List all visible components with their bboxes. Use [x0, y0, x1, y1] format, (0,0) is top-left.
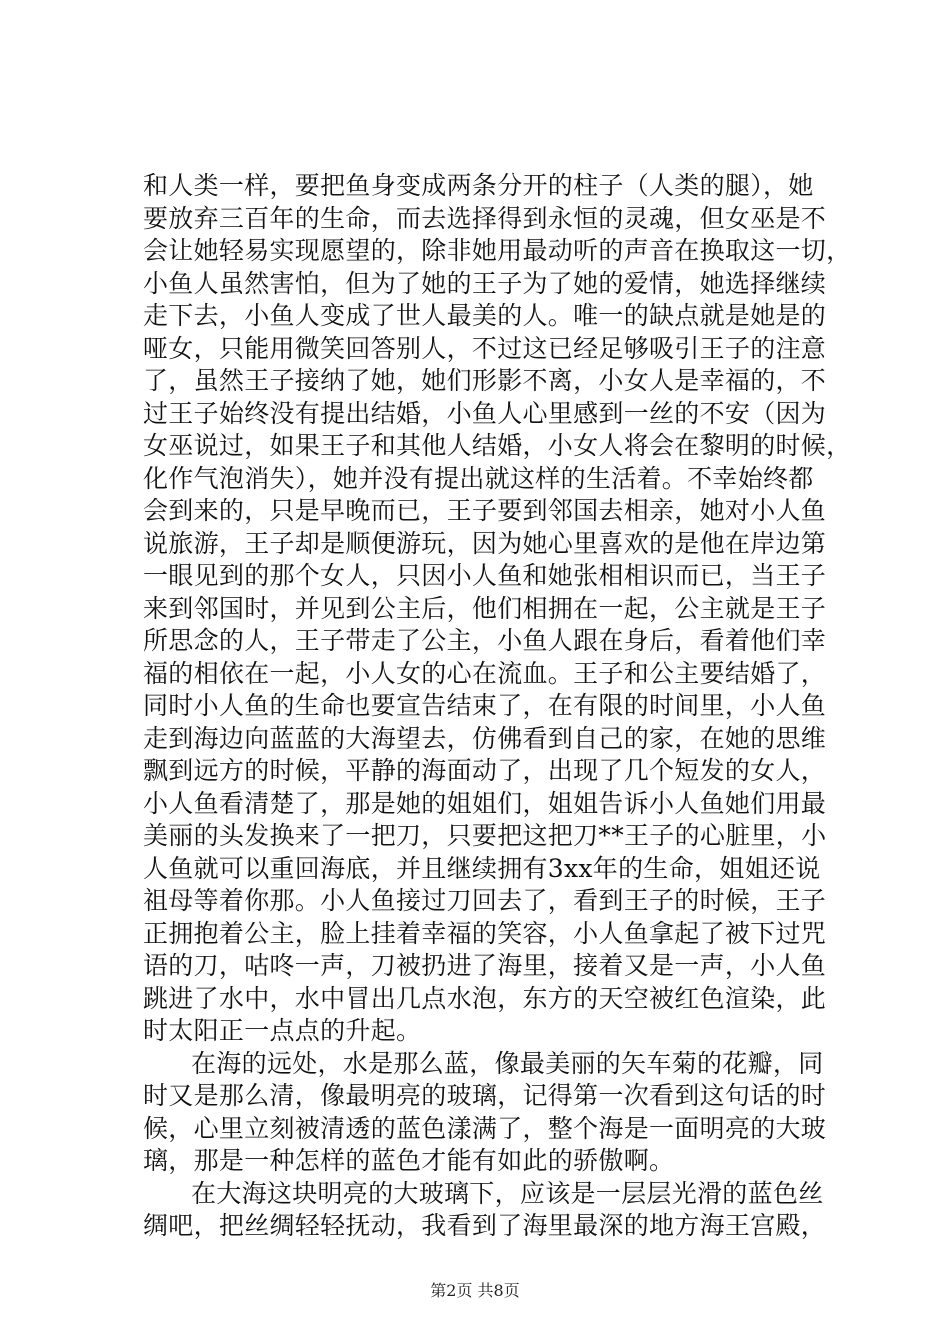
- text-line: 小鱼人虽然害怕，但为了她的王子为了她的爱情，她选择继续: [143, 268, 827, 298]
- text-line: 过王子始终没有提出结婚，小鱼人心里感到一丝的不安（因为: [143, 398, 827, 428]
- text-line: 来到邻国时，并见到公主后，他们相拥在一起，公主就是王子: [143, 593, 827, 623]
- text-line: 正拥抱着公主，脸上挂着幸福的笑容，小人鱼拿起了被下过咒: [143, 918, 827, 948]
- text-line: 会到来的，只是早晚而已，王子要到邻国去相亲，她对小人鱼: [143, 496, 827, 525]
- text-line: 会让她轻易实现愿望的，除非她用最动听的声音在换取这一切，: [143, 236, 852, 265]
- text-line: 一眼见到的那个女人，只因小人鱼和她张相相识而已，当王子: [143, 561, 827, 590]
- text-line: 走下去，小鱼人变成了世人最美的人。唯一的缺点就是她是的: [143, 301, 827, 330]
- text-line: 跳进了水中，水中冒出几点水泡，东方的天空被红色渲染，此: [143, 983, 827, 1013]
- page-number-footer: 第2页 共8页: [430, 1281, 520, 1300]
- text-line: 祖母等着你那。小人鱼接过刀回去了，看到王子的时候，王子: [143, 886, 827, 915]
- text-line: 化作气泡消失），她并没有提出就这样的生活着。不幸始终都: [143, 463, 814, 493]
- text-line: 候，心里立刻被清透的蓝色漾满了，整个海是一面明亮的大玻: [143, 1113, 827, 1143]
- text-line: 小人鱼看清楚了，那是她的姐姐们，姐姐告诉小人鱼她们用最: [143, 788, 827, 818]
- text-line: 美丽的头发换来了一把刀，只要把这把刀**王子的心脏里，小: [143, 821, 827, 850]
- text-line: 女巫说过，如果王子和其他人结婚，小女人将会在黎明的时候，: [143, 431, 852, 460]
- text-line: 语的刀，咕咚一声，刀被扔进了海里，接着又是一声，小人鱼: [143, 951, 827, 980]
- text-line: 璃，那是一种怎样的蓝色才能有如此的骄傲啊。: [143, 1146, 675, 1175]
- text-line: 人鱼就可以重回海底，并且继续拥有3xx年的生命，姐姐还说: [143, 853, 821, 883]
- text-line: 和人类一样，要把鱼身变成两条分开的柱子（人类的腿），她: [143, 171, 814, 200]
- text-line: 要放弃三百年的生命，而去选择得到永恒的灵魂，但女巫是不: [143, 203, 827, 233]
- text-line: 说旅游，王子却是顺便游玩，因为她心里喜欢的是他在岸边第: [143, 528, 827, 558]
- text-line: 同时小人鱼的生命也要宣告结束了，在有限的时间里，小人鱼: [143, 691, 827, 720]
- text-line: 绸吧，把丝绸轻轻抚动，我看到了海里最深的地方海王宫殿，: [143, 1211, 827, 1240]
- text-line: 哑女，只能用微笑回答别人，不过这已经足够吸引王子的注意: [143, 333, 827, 363]
- text-line: 飘到远方的时候，平静的海面动了，出现了几个短发的女人，: [143, 756, 827, 785]
- text-line: 所思念的人，王子带走了公主，小鱼人跟在身后，看着他们幸: [143, 626, 827, 655]
- text-line: 了，虽然王子接纳了她，她们形影不离，小女人是幸福的，不: [143, 366, 827, 395]
- text-line: 走到海边向蓝蓝的大海望去，仿佛看到自己的家，在她的思维: [143, 723, 827, 753]
- body-text: [143, 170, 852, 1243]
- paragraph-start-line: 在海的远处，水是那么蓝，像最美丽的矢车菊的花瓣，同: [191, 1048, 824, 1078]
- text-line: 福的相依在一起，小人女的心在流血。王子和公主要结婚了，: [143, 658, 827, 688]
- text-line: 时太阳正一点点的升起。: [143, 1016, 422, 1045]
- text-line: 时又是那么清，像最明亮的玻璃，记得第一次看到这句话的时: [143, 1081, 827, 1110]
- paragraph-start-line: 在大海这块明亮的大玻璃下，应该是一层层光滑的蓝色丝: [191, 1178, 824, 1208]
